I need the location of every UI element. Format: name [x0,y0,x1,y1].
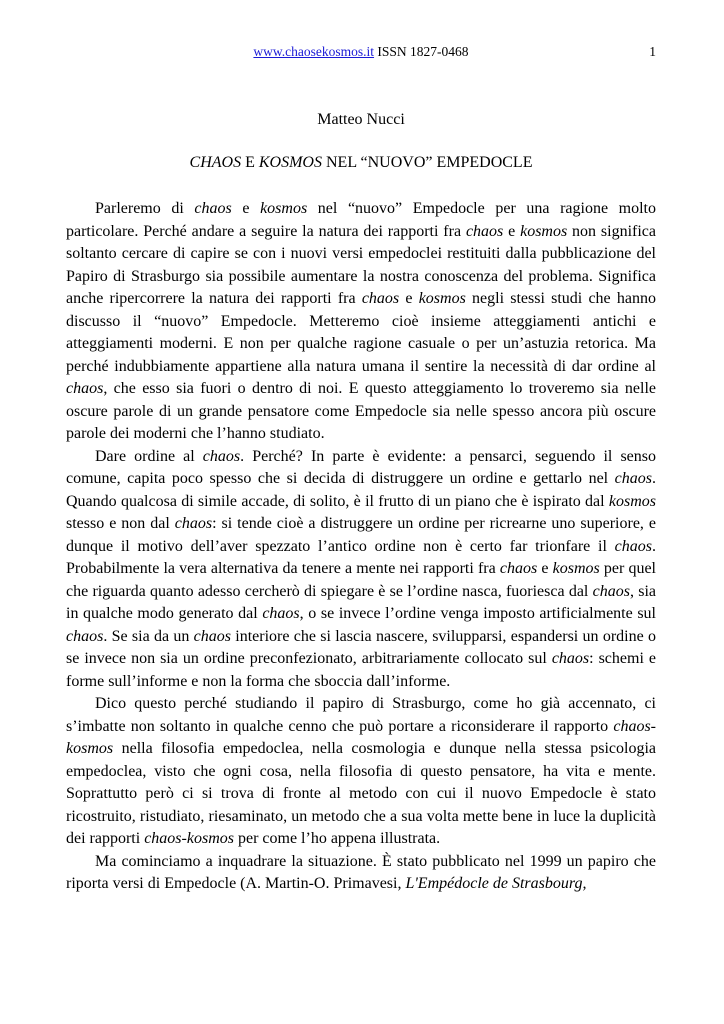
title-e: E [245,154,255,171]
page-header [66,44,656,64]
title-rest: NEL “NUOVO” EMPEDOCLE [325,154,533,171]
text-run: : si tende cioè a distruggere un ordine per ricrearne uno superiore, e dunque il motivo dell’aver spezzato l’antico ordine non è certo far trionfare il [66,515,657,555]
paragraph [66,446,656,694]
italic-term: kosmos [520,222,568,240]
text-run: nel “nuovo” Empedocle per una ragione molto particolare. Perché andare a seguire la natura dei rapporti fra [66,200,657,240]
paragraph [66,693,656,851]
body-text [66,198,656,896]
italic-term: chaos [592,582,630,600]
site-link[interactable]: www.chaosekosmos.it [253,44,375,59]
italic-term: chaos [174,515,213,532]
text-run: nella filosofia empedoclea, nella cosmologia e dunque nella stessa psicologia empedoclea, visto che ogni cosa, nella filosofia di questo pensatore, ha vita e mente. Soprattutto però ci si trova di fronte al metodo con cui il nuovo Empedocle è stato ricostruito, ristudiato, riesaminato, un metodo che a sua volta mette bene in luce la duplicità dei rapporti [66,740,656,847]
paragraph [66,198,656,446]
italic-term: chaos-kosmos [144,830,234,847]
italic-term: chaos [614,537,652,555]
text-run: . Probabilmente la vera alternativa da tenere a mente nei rapporti fra [66,537,656,577]
page-number: 1 [649,44,656,59]
text-run: Dare ordine al [95,447,203,465]
title-chaos: CHAOS [189,154,242,171]
italic-term: chaos [202,447,241,465]
text-run: . Quando qualcosa di simile accade, di solito, è il frutto di un piano che è ispirato dal [66,470,656,510]
text-run: , che esso sia fuori o dentro di noi. E questo atteggiamento lo troveremo sia nelle oscure parole di un grande pensatore come Empedocle sia nelle spesso ancora più oscure parole dei moderni che l’hanno studiato. [66,380,656,442]
italic-term: chaos [614,470,652,487]
header-citation [66,44,656,60]
text-run: stesso e non dal [66,515,175,532]
text-run: e [537,560,553,577]
text-run: per quel che riguarda quanto adesso cercherò di spiegare è se l’ordine nasca, fuoriesca dal [66,560,656,600]
italic-term: chaos [262,605,300,622]
text-run: , o se invece l’ordine venga imposto artificialmente sul [299,605,656,622]
text-run: : schemi e forme sull’informe e non la forma che sboccia dall’informe. [66,650,657,690]
italic-term: chaos [193,627,231,645]
italic-term: kosmos [552,560,600,577]
text-run: e [399,290,419,307]
italic-term: chaos [465,222,504,240]
italic-term: kosmos [608,492,656,510]
italic-term: L'Empédocle de Strasbourg, [405,875,587,892]
text-run: e [231,200,261,217]
text-run: Dico questo perché studiando il papiro di Strasburgo, come ho già accennato, ci s’imbatte non soltanto in qualche cenno che può portare a riconsiderare il rapporto [66,695,656,735]
italic-term: chaos-kosmos [66,717,656,757]
text-run: non significa soltanto cercare di capire se con i nuovi versi empedoclei restituiti dalla pubblicazione del Papiro di Strasburgo sia possibile aumentare la nostra conoscenza del problema. Significa anche ripercorrere la natura dei rapporti fra [66,222,657,307]
paragraph [66,851,656,896]
italic-term: chaos [66,627,104,645]
italic-term: chaos [361,290,400,307]
italic-term: chaos [194,200,232,217]
italic-term: chaos [551,650,590,667]
text-run: . Perché? In parte è evidente: a pensarci, seguendo il senso comune, capita poco spesso che si decida di distruggere un ordine e gettarlo nel [66,447,656,487]
author-name: Matteo Nucci [317,111,405,128]
article-title [66,154,656,172]
italic-term: kosmos [260,200,308,217]
text-run: e [503,222,521,240]
text-run: per come l’ho appena illustrata. [233,830,441,847]
text-run: negli stessi studi che hanno discusso il “nuovo” Empedocle. Metteremo cioè insieme atteggiamenti antichi e atteggiamenti moderni. E non per qualche ragione casuale o per un’astuzia retorica. Ma perché indubbiamente appartiene alla natura umana il sentire la necessità di dar ordine al [66,290,656,375]
issn-text: ISSN 1827-0468 [377,44,469,59]
text-run: Parleremo di [95,200,195,217]
italic-term: kosmos [418,290,466,307]
text-run: . Se sia da un [103,627,194,645]
italic-term: chaos [66,380,104,397]
text-run: Ma cominciamo a inquadrare la situazione. È stato pubblicato nel 1999 un papiro che riporta versi di Empedocle (A. Martin-O. Primavesi, [66,852,656,892]
text-run: , sia in qualche modo generato dal [66,582,656,622]
text-run: interiore che si lascia nascere, svilupparsi, espandersi un ordine o se invece non sia un ordine preconfezionato, arbitrariamente collocato sul [66,627,657,667]
italic-term: chaos [499,560,538,577]
title-kosmos: KOSMOS [258,154,322,171]
